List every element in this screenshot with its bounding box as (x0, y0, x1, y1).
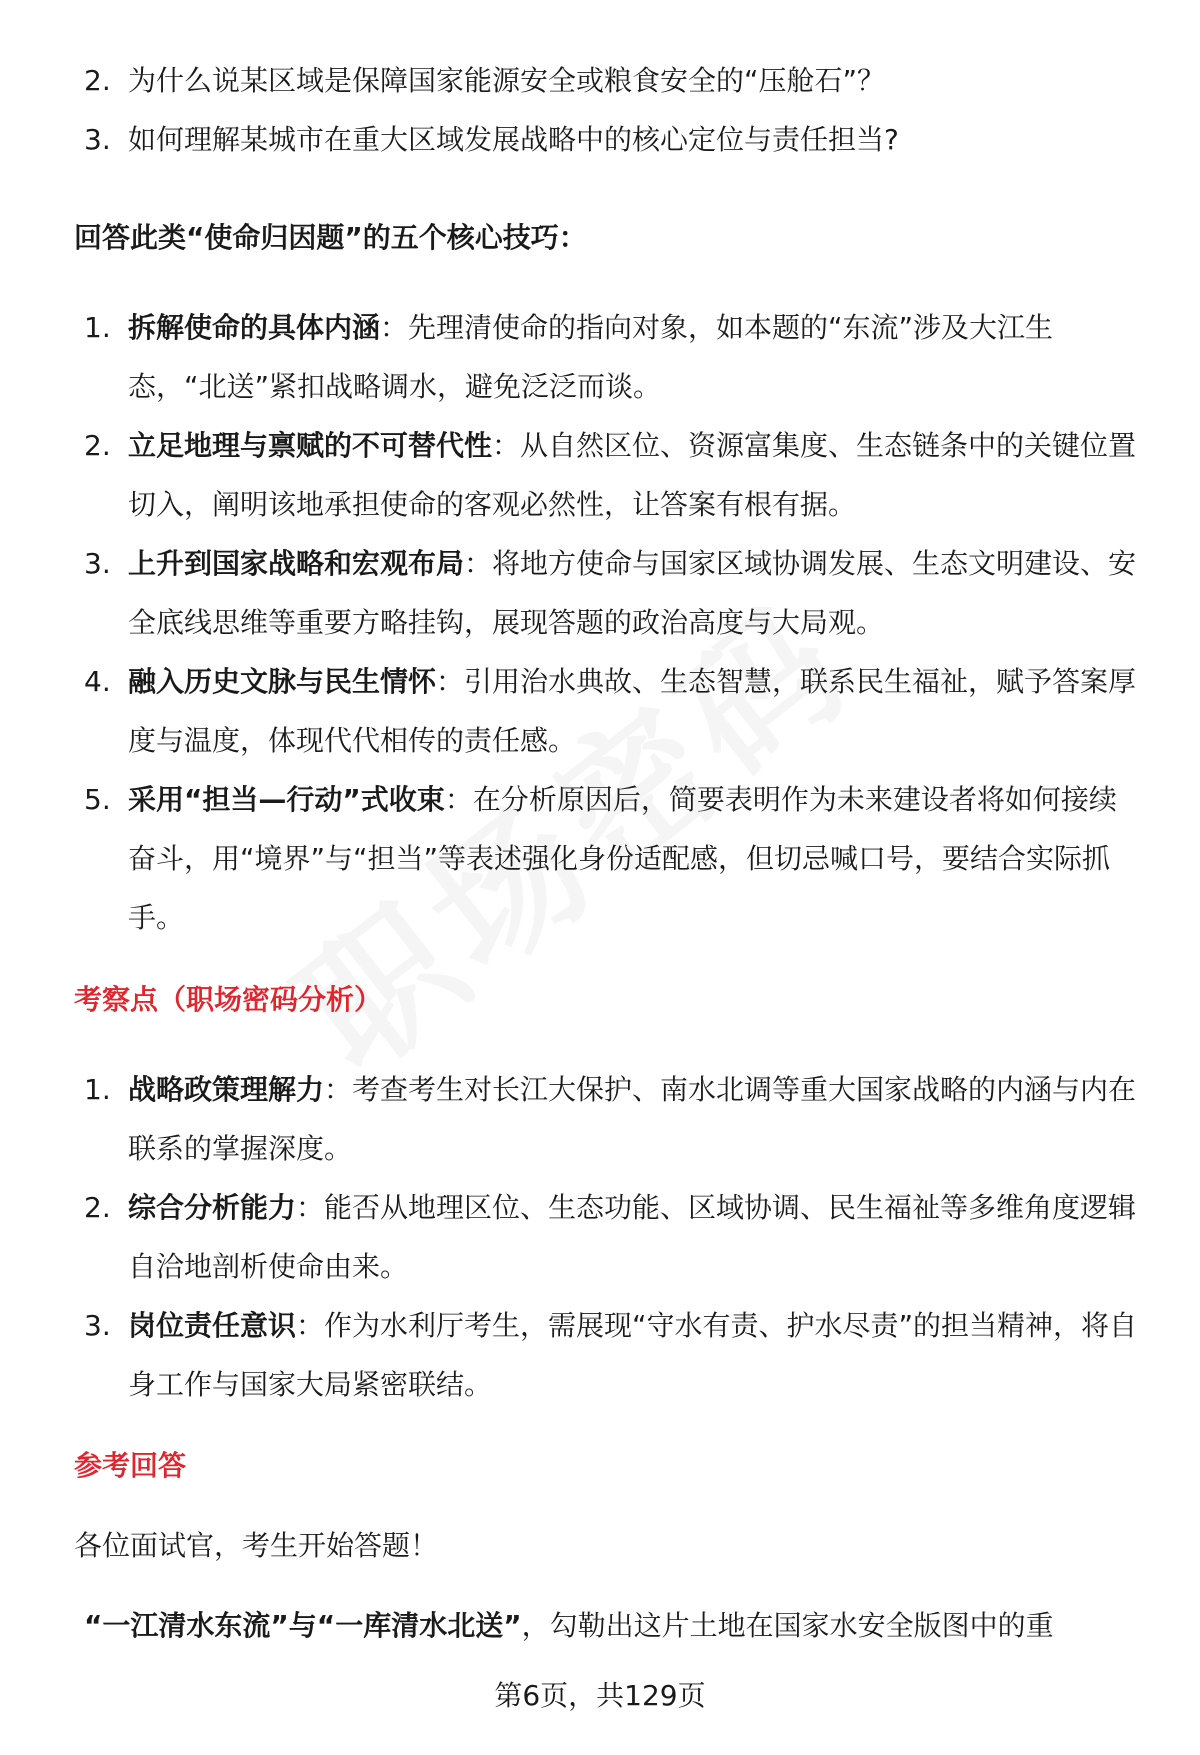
list-item: 2. 为什么说某区域是保障国家能源安全或粮食安全的“压舱石”？ (84, 64, 886, 97)
assessment-heading: 考察点（职场密码分析） (74, 983, 383, 1016)
list-item: 3. 上升到国家战略和宏观布局：将地方使命与国家区域协调发展、生态文明建设、安全底线思维等重要方略挂钩，展现答题的政治高度与大局观。 (84, 547, 1137, 639)
assessment-list (0, 1060, 1200, 1414)
list-item: 4. 融入历史文脉与民生情怀：引用治水典故、生态智慧，联系民生福祉，赋予答案厚度与温度，体现代代相传的责任感。 (84, 665, 1137, 757)
techniques-heading: 回答此类“使命归因题”的五个核心技巧： (74, 221, 587, 254)
top-question-list (0, 51, 1200, 169)
list-item: 2. 综合分析能力：能否从地理区位、生态功能、区域协调、民生福祉等多维角度逻辑自洽地剖析使命由来。 (84, 1191, 1137, 1283)
techniques-list (0, 298, 1200, 947)
list-item: 1. 拆解使命的具体内涵：先理清使命的指向对象，如本题的“东流”涉及大江生态，“北送”紧扣战略调水，避免泛泛而谈。 (84, 311, 1054, 403)
list-item: 5. 采用“担当—行动”式收束：在分析原因后，简要表明作为未来建设者将如何接续奋斗，用“境界”与“担当”等表述强化身份适配感，但切忌喊口号，要结合实际抓手。 (84, 783, 1117, 934)
list-item: 3. 岗位责任意识：作为水利厅考生，需展现“守水有责、护水尽责”的担当精神，将自身工作与国家大局紧密联结。 (84, 1309, 1138, 1401)
list-item: 2. 立足地理与禀赋的不可替代性：从自然区位、资源富集度、生态链条中的关键位置切入，阐明该地承担使命的客观必然性，让答案有根有据。 (84, 429, 1137, 521)
reference-heading: 参考回答 (74, 1449, 187, 1482)
list-item: 1. 战略政策理解力：考查考生对长江大保护、南水北调等重大国家战略的内涵与内在联系的掌握深度。 (84, 1073, 1137, 1165)
page-number: 第6页，共129页 (494, 1679, 706, 1712)
list-item: 3. 如何理解某城市在重大区域发展战略中的核心定位与责任担当? (84, 123, 899, 156)
reference-greeting: 各位面试官，考生开始答题！ (74, 1529, 439, 1562)
reference-opening: “一江清水东流”与“一库清水北送”，勾勒出这片土地在国家水安全版图中的重 (84, 1609, 1054, 1642)
